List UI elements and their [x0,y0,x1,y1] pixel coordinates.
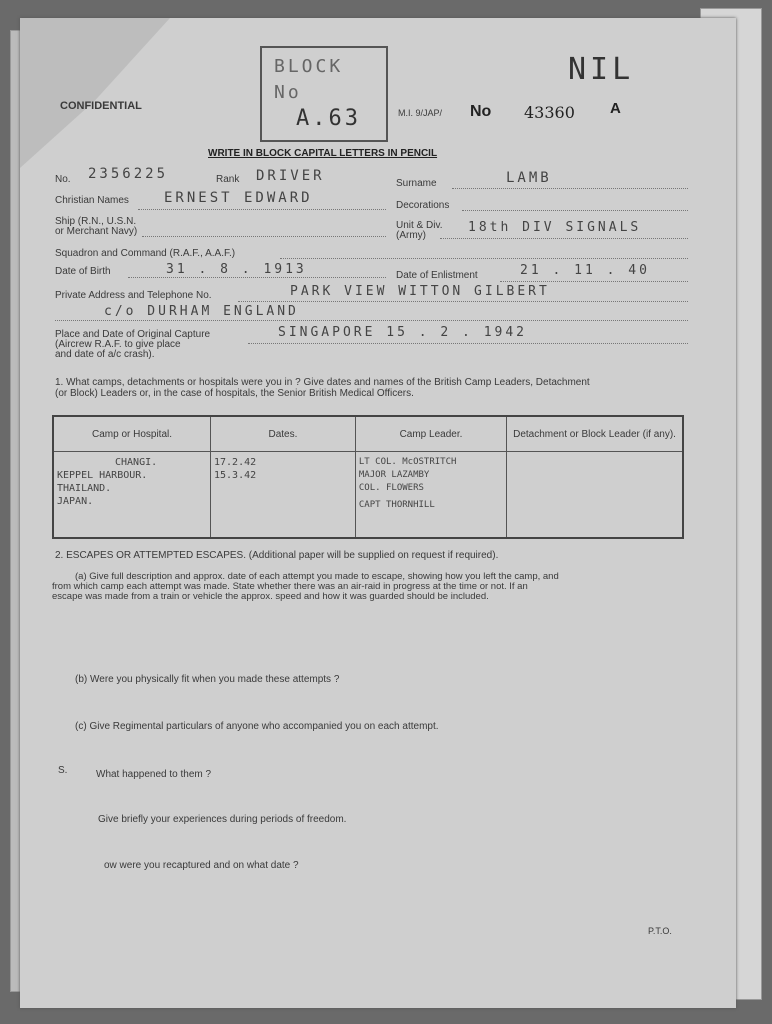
rank-label: Rank [216,174,240,185]
dob-label: Date of Birth [55,266,111,277]
unit-label-2: (Army) [396,230,426,241]
enlistment-value: 21 . 11 . 40 [520,263,650,278]
col-leader: Camp Leader. [355,416,506,452]
nil-note: NIL [568,52,635,87]
surname-label: Surname [396,178,437,189]
decorations-label: Decorations [396,200,450,211]
q2a-line-1: (a) Give full description and approx. date of each attempt you made to escape, showing how you left the camp, and [75,571,559,582]
capture-dots [248,343,688,344]
camp-entry: JAPAN. [57,496,94,507]
camp-entry: KEPPEL HARBOUR. [57,470,148,481]
q2c: (c) Give Regimental particulars of anyone who accompanied you on each attempt. [75,721,439,732]
dob-dots [128,277,386,278]
date-entry: 15.3.42 [214,470,257,481]
stamp-block: BLOCK [274,56,344,77]
enlistment-label: Date of Enlistment [396,270,478,281]
camps-table [52,415,684,539]
detachment-cell [507,452,683,539]
surname-dots [452,188,688,189]
no-label: No [470,103,492,120]
mi-reference: M.I. 9/JAP/ [398,108,443,118]
unit-label-1: Unit & Div. [396,220,443,231]
surname-value: LAMB [506,170,552,186]
col-dates: Dates. [211,416,356,452]
ship-label-2: or Merchant Navy) [55,226,138,237]
address-value-1: PARK VIEW WITTON GILBERT [290,284,550,299]
decorations-dots [462,210,688,211]
service-number: 2356225 [88,166,169,182]
squadron-dots [280,258,688,259]
ship-label-1: Ship (R.N., U.S.N. [55,216,137,227]
block-stamp [260,46,388,142]
col-camp: Camp or Hospital. [53,416,211,452]
dates-cell [211,452,356,539]
pto-label: P.T.O. [648,926,672,936]
address-value-2: c/o DURHAM ENGLAND [104,304,299,319]
christian-names-value: ERNEST EDWARD [164,190,313,206]
q1-line-1: 1. What camps, detachments or hospitals were you in ? Give dates and names of the British Camp Leaders, Detachment [55,377,590,388]
unit-value: 18th DIV SIGNALS [468,220,642,235]
date-entry: 17.2.42 [214,457,257,468]
form-letter: A [610,100,621,117]
camp-entry: CHANGI. [115,457,158,468]
squadron-label: Squadron and Command (R.A.F., A.A.F.) [55,248,236,259]
no-label-field: No. [55,174,71,185]
q2a-line-3: escape was made from a train or vehicle the approx. speed and how it was guarded should be included. [52,591,489,602]
stamp-no: No [274,82,302,103]
q2e: Give briefly your experiences during periods of freedom. [98,814,347,825]
christian-names-dots [138,209,386,210]
capture-label-2: (Aircrew R.A.F. to give place [55,339,181,350]
leader-entry: MAJOR LAZAMBY [358,470,430,480]
address-dots-1 [238,301,688,302]
capture-label-1: Place and Date of Original Capture [55,329,211,340]
capture-label-3: and date of a/c crash). [55,349,155,360]
form-number: 43360 [524,103,575,122]
enlistment-dots [500,281,688,282]
address-dots-2 [55,320,688,321]
q1-line-2: (or Block) Leaders or, in the case of hospitals, the Senior British Medical Officers. [55,388,414,399]
capture-value: SINGAPORE 15 . 2 . 1942 [278,325,528,340]
camp-entry: THAILAND. [57,483,112,494]
q2d-prefix: S. [58,765,68,776]
q2b: (b) Were you physically fit when you made these attempts ? [75,674,340,685]
ship-dots [142,236,386,237]
q2f: ow were you recaptured and on what date ? [104,860,299,871]
confidential-label: CONFIDENTIAL [60,100,142,112]
q2-heading: 2. ESCAPES OR ATTEMPTED ESCAPES. (Additional paper will be supplied on request if required). [55,550,499,561]
rank-value: DRIVER [256,168,325,184]
col-detachment: Detachment or Block Leader (if any). [507,416,683,452]
leader-entry: CAPT THORNHILL [358,500,435,510]
q2d: What happened to them ? [96,769,212,780]
leader-entry: LT COL. McOSTRITCH [358,457,457,467]
unit-dots [440,238,688,239]
dob-value: 31 . 8 . 1913 [166,262,307,277]
instruction-heading: WRITE IN BLOCK CAPITAL LETTERS IN PENCIL [208,148,438,159]
leader-entry: COL. FLOWERS [358,483,424,493]
leader-cell [355,452,506,539]
camp-cell [53,452,211,539]
address-label: Private Address and Telephone No. [55,290,212,301]
stamp-value: A.63 [296,106,361,131]
christian-names-label: Christian Names [55,195,129,206]
q2a-line-2: from which camp each attempt was made. State whether there was an air-raid in progress at the time or not. If an [52,581,528,592]
